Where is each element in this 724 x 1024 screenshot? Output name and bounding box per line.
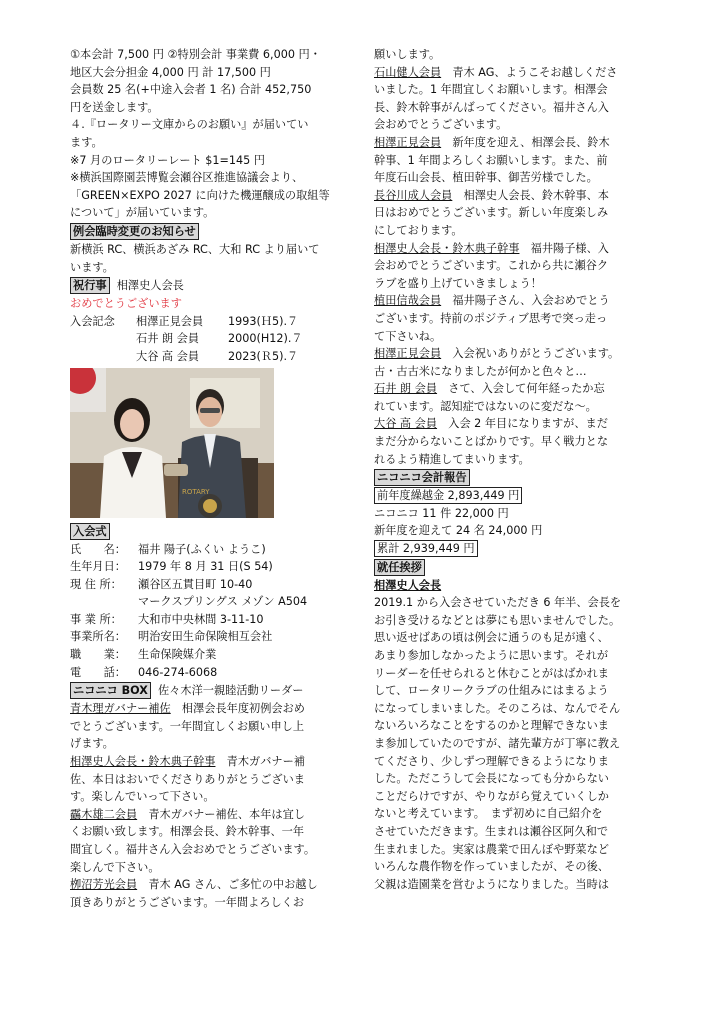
greeting-line: 思い返せばあの頃は例会に通うのも足が遠く、 [374, 631, 609, 645]
greeting-text [374, 594, 644, 893]
greeting-line: して、ロータリークラブの仕組みにはまるよう [374, 684, 609, 698]
message-line: いました。1 年間宜しくお願いします。相澤会 [374, 83, 608, 97]
congrats-text: おめでとうございます [70, 297, 182, 311]
message-line: ラブを盛り上げていきましょう！ [374, 276, 542, 290]
notice-line: 新横浜 RC、横浜あざみ RC、大和 RC より届いて [70, 242, 320, 256]
message-item [374, 64, 644, 134]
message-line: れるよう精進してまいります。 [374, 452, 530, 466]
profile-label: 現 住 所： [70, 577, 122, 591]
message-line: げます。 [70, 737, 114, 751]
message-body: さて、入会して何年経ったか忘 [437, 382, 605, 396]
message-line [374, 415, 644, 433]
niko-count: ニコニコ 11 件 22,000 円 [374, 506, 509, 520]
message-line [70, 876, 340, 894]
greeting-line: になってしまいました。そのころは、なんでそん [374, 701, 621, 715]
photo-caption: ROTARY [182, 487, 210, 496]
message-item [70, 700, 340, 753]
message-line: 間宜しく。福井さん入会おめでとうございます。 [70, 843, 316, 856]
greeting-line: 2019.1 から入会させていただき 6 年半、会長を [374, 596, 622, 610]
message-item [374, 292, 644, 345]
profile-row [70, 628, 340, 646]
profile-label: 氏 名： [70, 542, 126, 556]
message-item [70, 753, 340, 806]
greeting-line: させていただきます。生まれは瀬谷区阿久和で [374, 824, 609, 838]
left-messages [70, 700, 340, 911]
message-line: 年度石山会長、植田幹事、御苦労様でした。 [374, 171, 598, 185]
right-column [374, 46, 644, 893]
message-author: 相澤正見会員 [374, 135, 442, 149]
box-heading: ニコニコ BOX [70, 682, 151, 699]
message-item [70, 876, 340, 911]
profile-value: 明治安田生命保険相互会社 [138, 630, 273, 644]
message-author: 石井 朗 会員 [374, 382, 438, 396]
greeting-line: てくださり、少しずつ理解できるようになりま [374, 754, 609, 768]
ceremony-photo [70, 368, 274, 518]
greeting-name: 相澤史人会長 [374, 578, 442, 592]
greeting-line: ないと考えています。 まず初めに自己紹介を [374, 807, 603, 821]
greeting-line: ないろいろなことをするのかと理解できないま [374, 719, 609, 733]
profile-label: 事 業 所： [70, 612, 122, 626]
message-line [374, 187, 644, 205]
profile-value: 1979 年 8 月 31 日(S 54) [138, 560, 273, 574]
message-body: 青木ガバナー補佐、本年は宜し [137, 807, 305, 821]
anniversary-label [70, 348, 136, 366]
profile-label: 事業所名： [70, 630, 126, 644]
intro-line: 「GREEN×EXPO 2027 に向けた機運醸成の取組等 [70, 188, 330, 202]
profile-row [70, 593, 340, 611]
message-line: 楽しんで下さい。 [70, 860, 160, 874]
intro-text [70, 46, 340, 222]
profile-label: 生年月日： [70, 560, 126, 574]
anniversary-date: 2023(Ｒ5).７ [228, 349, 299, 363]
profile-value: 生命保険媒介業 [138, 648, 217, 662]
greeting-line: ことだらけですが、やりながら覚えていくしか [374, 789, 609, 803]
message-line: 長、鈴木幹事がんばってください。福井さん入 [374, 100, 609, 114]
greeting-heading: 就任挨拶 [374, 559, 425, 576]
anniversary-date: 2000(H12).７ [228, 332, 303, 346]
message-body: 福井陽子様、入 [519, 241, 609, 255]
join-heading: 入会式 [70, 523, 110, 540]
anniversary-name: 相澤正見会員 [136, 314, 204, 328]
intro-line: について」が届いています。 [70, 206, 215, 220]
anniversary-label [70, 330, 136, 348]
message-line [374, 240, 644, 258]
anniversary-label: 入会記念 [70, 314, 115, 328]
message-line: ございます。持前のポジティブ思考で突っ走っ [374, 311, 608, 325]
message-line [70, 700, 340, 718]
greeting-line: 父親は造園業を営むようになりました。当時は [374, 877, 609, 891]
anniversary-row [70, 330, 340, 348]
celebration-heading: 祝行事 [70, 277, 110, 294]
message-item [374, 134, 644, 187]
message-author: 石山健人会員 [374, 65, 442, 79]
message-line: 日はおめでとうございます。新しい年度楽しみ [374, 206, 609, 220]
message-author: 相澤正見会員 [374, 347, 442, 361]
message-line: 佐、本日はおいでくださりありがとうございま [70, 772, 305, 786]
message-body: 青木 AG さん、ご多忙の中お越し [137, 878, 318, 892]
message-body: 入会祝いありがとうございます。 [441, 347, 620, 361]
greeting-line: リーダーを任せられると休むことがはばかれま [374, 666, 609, 680]
anniversary-date: 1993(Ｈ5).７ [228, 314, 299, 328]
greeting-line: あまり参加しなかったように思います。それが [374, 649, 609, 662]
profile-value: 大和市中央林間 3-11-10 [138, 612, 264, 626]
right-messages [374, 64, 644, 469]
message-author: 相澤史人会長・鈴木典子幹事 [70, 755, 216, 769]
message-body: 相澤会長年度初例会おめ [170, 702, 305, 716]
message-line: 幹事、1 年間よろしくお願いします。また、前 [374, 153, 608, 167]
greeting-line: ま参加していたのですが、諸先輩方が丁寧に教え [374, 736, 621, 750]
message-author: 靏木雄二会員 [70, 807, 138, 821]
message-author: 相澤史人会長・鈴木典子幹事 [374, 241, 520, 255]
intro-line: ます。 [70, 135, 103, 149]
greeting-line: 生まれました。実家は農業で田んぼや野菜など [374, 842, 609, 856]
message-author: 大谷 高 会員 [374, 417, 438, 431]
celebration-person: 相澤史人会長 [116, 279, 184, 293]
message-item [374, 415, 644, 468]
message-line: す。楽しんでいって下さい。 [70, 790, 215, 804]
message-line: くお願い致します。相澤会長、鈴木幹事、一年 [70, 825, 305, 839]
anniversary-name: 石井 朗 会員 [136, 332, 200, 346]
intro-line: ４.『ロータリー文庫からのお願い』が届いてい [70, 118, 309, 132]
intro-line: ※横浜国際園芸博覧会瀬谷区推進協議会より、 [70, 171, 304, 185]
message-line: 会おめでとうございます。 [374, 118, 508, 132]
new-year-count: 新年度を迎えて 24 名 24,000 円 [374, 524, 543, 538]
message-author: 栁沼芳光会員 [70, 878, 138, 892]
message-item [374, 380, 644, 415]
message-line: 会おめでとうございます。これから共に瀬谷ク [374, 259, 609, 273]
profile-row [70, 558, 340, 576]
intro-line: 円を送金します。 [70, 100, 159, 114]
message-line: まだ分からないことばかりです。早く戦力とな [374, 435, 609, 449]
profile-value: マークスプリングス メゾン A504 [138, 595, 308, 609]
message-line [70, 753, 340, 771]
message-line [374, 345, 644, 363]
profile-label [70, 593, 138, 611]
message-body: 青木ガバナー補 [215, 755, 305, 769]
message-line [374, 134, 644, 152]
message-item [374, 345, 644, 380]
anniversary-list [70, 313, 340, 366]
message-line: れています。認知症ではないのに変だな～。 [374, 399, 597, 413]
left-column [70, 46, 340, 911]
notice-line: います。 [70, 260, 114, 274]
intro-line: 会員数 25 名(+中途入会者 1 名) 合計 452,750 [70, 83, 312, 97]
profile-row [70, 541, 340, 559]
message-line: 古・古古米になりましたが何かと色々と… [374, 364, 587, 378]
message-body: 福井陽子さん、入会おめでとう [441, 294, 610, 308]
profile-row [70, 646, 340, 664]
message-author: 青木理ガバナー補佐 [70, 702, 171, 716]
anniversary-name: 大谷 高 会員 [136, 349, 200, 363]
notice-text [70, 241, 340, 276]
message-author: 長谷川成人会員 [374, 188, 453, 202]
intro-line: 地区大会分担金 4,000 円 計 17,500 円 [70, 65, 271, 79]
lead-line: 願いします。 [374, 48, 441, 61]
box-leader: 佐々木洋一親睦活動リーダー [158, 684, 304, 698]
profile-row [70, 664, 340, 682]
intro-line: ※7 月のロータリーレート $1=145 円 [70, 153, 265, 167]
greeting-line: いろんな農作物を作っていましたが、その後、 [374, 860, 609, 874]
message-author: 植田信哉会員 [374, 294, 442, 308]
message-item [374, 187, 644, 240]
profile-value: 福井 陽子(ふくい ようこ) [138, 542, 266, 556]
message-body: 相澤史人会長、鈴木幹事、本 [452, 188, 609, 202]
message-body: 入会 2 年目になりますが、まだ [437, 417, 608, 431]
anniversary-row [70, 313, 340, 331]
report-heading: ニコニコ会計報告 [374, 469, 470, 486]
message-line: でとうございます。一年間宜しくお願い申し上 [70, 719, 305, 733]
message-item [374, 240, 644, 293]
message-body: 新年度を迎え、相澤会長、鈴木 [441, 135, 610, 149]
greeting-line: お引き受けるなどとは夢にも思いませんでした。 [374, 613, 621, 627]
profile-row [70, 611, 340, 629]
profile-value: 瀬谷区五貫目町 10-40 [138, 577, 253, 591]
profile-row [70, 576, 340, 594]
message-item [70, 806, 340, 876]
message-line [70, 806, 340, 824]
message-body: 青木 AG、ようこそお越しくださ [441, 65, 618, 79]
greeting-line: した。ただこうして会長になっても分からない [374, 772, 609, 786]
intro-line: ①本会計 7,500 円 ②特別会計 事業費 6,000 円・ [70, 48, 321, 61]
message-line: て下さいね。 [374, 329, 442, 343]
profile-label: 職 業： [70, 648, 126, 662]
carry-over: 前年度繰越金 2,893,449 円 [374, 487, 522, 504]
notice-heading: 例会臨時変更のお知らせ [70, 223, 199, 240]
profile-label: 電 話： [70, 665, 126, 679]
message-line [374, 380, 644, 398]
message-line [374, 64, 644, 82]
message-line [374, 292, 644, 310]
anniversary-row [70, 348, 340, 366]
message-line: にしております。 [374, 223, 463, 237]
profile-list [70, 541, 340, 682]
total-amount: 累計 2,939,449 円 [374, 540, 478, 557]
profile-value: 046-274-6068 [138, 665, 218, 679]
message-line: 頂きありがとうございます。一年間よろしくお [70, 895, 305, 909]
